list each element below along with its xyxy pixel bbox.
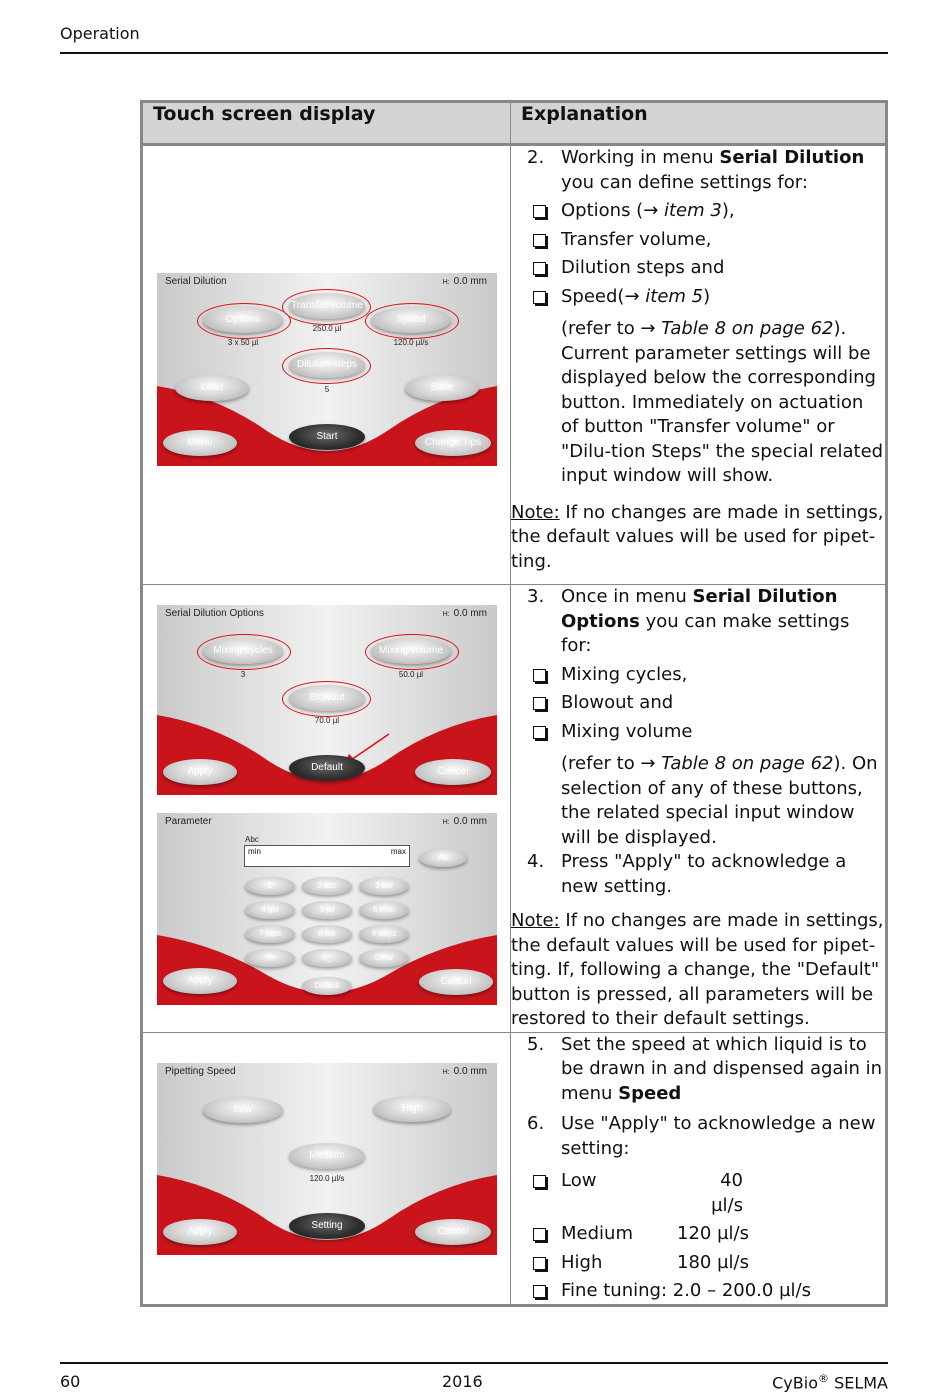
step-5: 5. Set the speed at which liquid is to be drawn in and dispensed again in menu Speed [527, 1033, 882, 1104]
key-8[interactable]: 8 tuv [302, 925, 352, 943]
screen-title: Pipetting Speed [165, 1065, 236, 1077]
note-2: Note: If no changes are made in settings, the default values will be used for pipet-ting. If, following a change, the "Default" button is pressed, all parameters will be restored to their default settings. [511, 910, 884, 1029]
low-speed-button[interactable]: Low [203, 1097, 283, 1123]
step-4: 4. Press "Apply" to acknowledge a new setting. [527, 851, 847, 897]
bullet-mixing-volume: Mixing volume [533, 720, 885, 745]
key-1[interactable]: 1 [245, 877, 295, 895]
step-2: 2. Working in menu Serial Dilution you can define settings for: [527, 147, 865, 193]
footer-brand: CyBio® SELMA [772, 1372, 888, 1393]
key-0[interactable]: 0_ [302, 949, 352, 967]
reference-text: (refer to → Table 8 on page 62). Current parameter settings will be displayed below the corresponding button. Immediately on actuation of button "Transfer volume" or "Dilu-tion Steps" the special related input window will show. [561, 318, 884, 486]
mixing-volume-button[interactable]: Mixing volume [371, 638, 451, 664]
parameter-screen [157, 813, 497, 1005]
running-header: Operation [60, 24, 140, 43]
explanation-cell-3 [511, 1032, 887, 1305]
screen-title: Serial Dilution Options [165, 608, 264, 619]
highlight-ring [282, 348, 371, 384]
height-readout: H: 0.0 mm [442, 276, 487, 287]
menu-button[interactable]: Menu [163, 430, 237, 456]
highlight-ring [365, 634, 459, 670]
screen-cell-2 [142, 585, 511, 1033]
case-toggle-button[interactable]: Aa [419, 849, 467, 867]
default-button[interactable]: Default [302, 977, 352, 995]
step-6: 6. Use "Apply" to acknowledge a new setting: [527, 1113, 876, 1159]
screen-title: Parameter [165, 816, 212, 827]
key-9[interactable]: 9 wxyz [359, 925, 409, 943]
key-7[interactable]: 7 pqrs [245, 925, 295, 943]
mixing-volume-value: 50.0 µl [398, 670, 424, 679]
transfer-volume-button[interactable]: Transfer volume [289, 293, 365, 319]
highlight-ring [282, 289, 371, 325]
speed-value: 120.0 µl/s [309, 1173, 345, 1183]
bullet-high: High 180 µl/s [533, 1251, 885, 1276]
load-button[interactable]: Load [175, 375, 249, 401]
bullet-fine-tuning: Fine tuning: 2.0 – 200.0 µl/s [533, 1279, 885, 1304]
options-button[interactable]: Options [203, 307, 283, 333]
highlight-ring [197, 303, 291, 339]
screen-cell-1 [142, 145, 511, 585]
key-symbols[interactable]: . */+- [245, 949, 295, 967]
high-speed-button[interactable]: High [373, 1096, 451, 1122]
screen-title: Serial Dilution [165, 276, 227, 287]
speed-value: 120.0 µl/s [393, 338, 429, 347]
footer-year: 2016 [442, 1372, 483, 1391]
cancel-button[interactable]: Cancel [415, 759, 491, 785]
explanation-cell-1 [511, 145, 887, 585]
blowout-value: 70.0 µl [314, 716, 340, 725]
cancel-button[interactable]: Cancel [415, 1219, 491, 1245]
mixing-cycles-value: 3 [240, 670, 246, 679]
bullet-blowout: Blowout and [533, 691, 885, 716]
col-header-explanation: Explanation [511, 102, 887, 145]
bullet-dilution-steps: Dilution steps and [533, 256, 885, 281]
screen-cell-3 [142, 1032, 511, 1305]
dilution-steps-button[interactable]: Dilution steps [289, 352, 365, 378]
col-header-display: Touch screen display [142, 102, 511, 145]
highlight-ring [365, 303, 459, 339]
serial-dilution-options-screen [157, 605, 497, 795]
apply-button[interactable]: Apply [163, 1219, 237, 1245]
start-button[interactable]: Start [289, 424, 365, 450]
setting-button[interactable]: Setting [289, 1213, 365, 1239]
apply-button[interactable]: Apply [163, 759, 237, 785]
medium-speed-button[interactable]: Medium [289, 1143, 365, 1169]
key-3[interactable]: 3 def [359, 877, 409, 895]
instruction-table [140, 100, 888, 1307]
page-number: 60 [60, 1372, 81, 1391]
bullet-mixing-cycles: Mixing cycles, [533, 663, 885, 688]
change-tips-button[interactable]: Change Tips [415, 430, 491, 456]
bullet-low: Low 40 µl/s [533, 1169, 885, 1218]
default-button[interactable]: Default [289, 755, 365, 781]
height-readout: H: 0.0 mm [442, 1065, 487, 1077]
parameter-input[interactable]: min max [244, 845, 410, 867]
note-1: Note: If no changes are made in settings, the default values will be used for pipet-ting. [511, 501, 884, 572]
bullet-options: Options (→ item 3), [533, 199, 885, 224]
header-rule [60, 52, 888, 54]
field-label: Abc [245, 835, 259, 844]
pipetting-speed-screen [157, 1063, 497, 1255]
speed-button[interactable]: Speed [371, 307, 451, 333]
serial-dilution-screen [157, 273, 497, 466]
cancel-button[interactable]: Cancel [419, 969, 493, 995]
save-button[interactable]: Save [405, 375, 479, 401]
blowout-button[interactable]: Blowout [289, 685, 365, 711]
bullet-transfer-volume: Transfer volume, [533, 228, 885, 253]
highlight-ring [197, 634, 291, 670]
footer-rule [60, 1362, 888, 1364]
height-readout: H: 0.0 mm [442, 816, 487, 827]
key-4[interactable]: 4 ghi [245, 901, 295, 919]
mixing-cycles-button[interactable]: Mixing cycles [203, 638, 283, 664]
explanation-cell-2 [511, 585, 887, 1033]
key-5[interactable]: 5 jkl [302, 901, 352, 919]
key-2[interactable]: 2 abc [302, 877, 352, 895]
reference-text: (refer to → Table 8 on page 62). On selection of any of these buttons, the related special input window will be displayed. [561, 753, 878, 848]
key-6[interactable]: 6 mno [359, 901, 409, 919]
transfer-volume-value: 250.0 µl [312, 324, 342, 333]
key-clear[interactable]: Clear [359, 949, 409, 967]
highlight-ring [282, 681, 371, 717]
bullet-medium: Medium 120 µl/s [533, 1222, 885, 1247]
apply-button[interactable]: Apply [163, 968, 237, 994]
bullet-speed: Speed(→ item 5) [533, 285, 885, 310]
dilution-steps-value: 5 [324, 385, 330, 394]
step-3: 3. Once in menu Serial Dilution Options you can make settings for: [527, 586, 850, 656]
options-value: 3 x 50 µl [227, 338, 259, 347]
height-readout: H: 0.0 mm [442, 608, 487, 619]
